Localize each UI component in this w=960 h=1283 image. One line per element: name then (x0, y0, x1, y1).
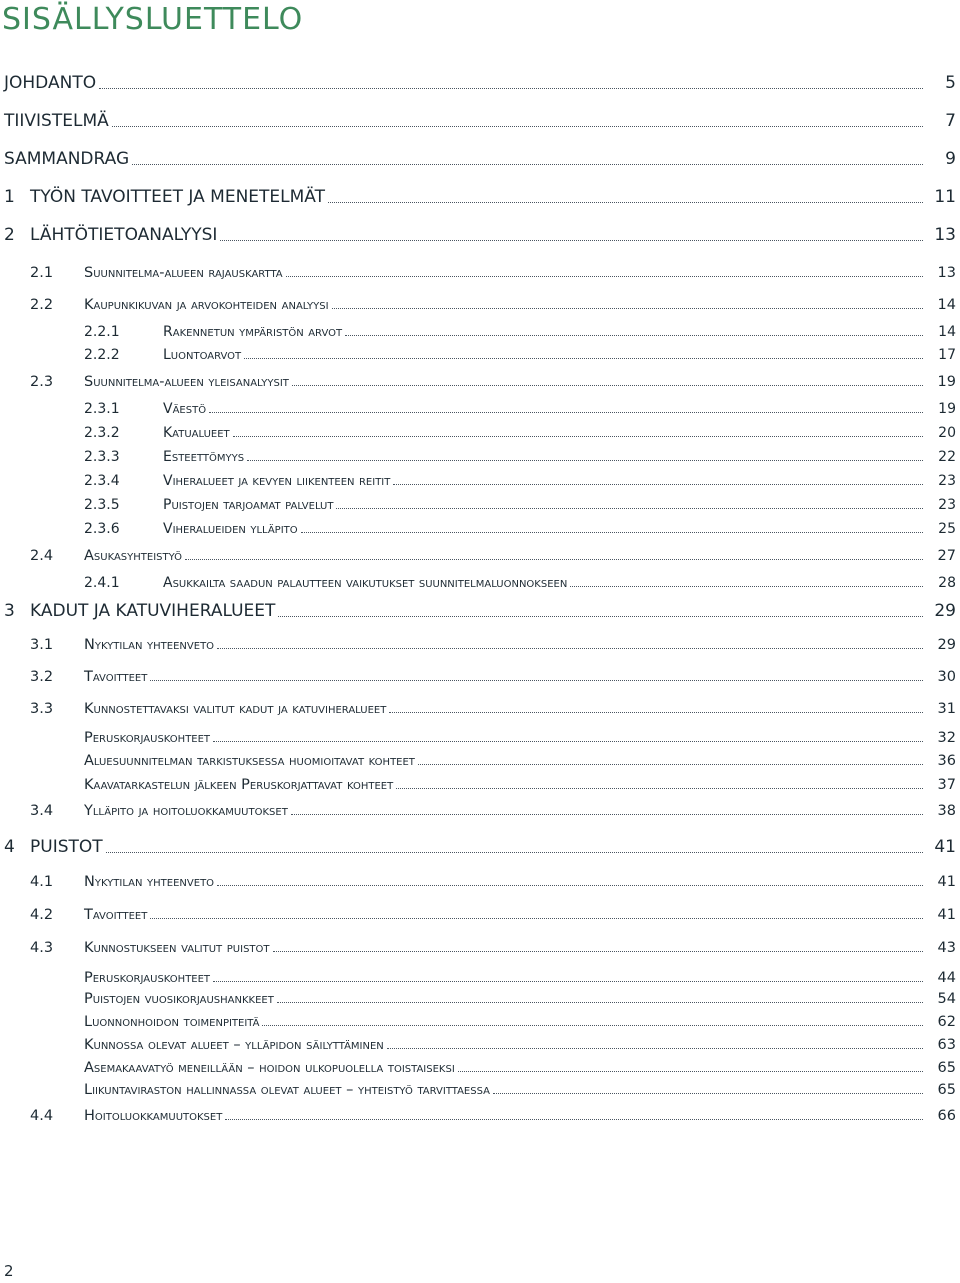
toc-entry[interactable] (0, 798, 960, 822)
toc-entry-number: 4.1 (30, 874, 54, 890)
dot-leader (418, 764, 923, 765)
toc-entry-number: 2 (4, 225, 15, 245)
toc-entry-page: 65 (937, 1082, 956, 1098)
toc-entry-number: 4.3 (30, 940, 54, 956)
toc-entry-number: 2.3.4 (84, 473, 120, 489)
toc-entry-number: 3.3 (30, 701, 54, 717)
toc-entry-page: 63 (937, 1037, 956, 1053)
dot-leader (244, 358, 923, 359)
dot-leader (112, 126, 923, 127)
toc-entry[interactable] (0, 72, 960, 96)
toc-entry-title: Asukasyhteistyö (84, 548, 183, 564)
dot-leader (345, 335, 923, 336)
toc-entry-label (84, 297, 926, 313)
toc-entry-title: Kaavatarkastelun jälkeen Peruskorjattavat kohteet (84, 777, 394, 793)
toc-entry-label (30, 225, 926, 245)
toc-entry-page: 7 (945, 111, 956, 131)
toc-entry-title: Aluesuunnitelman tarkistuksessa huomioitavat kohteet (84, 753, 415, 769)
toc-entry[interactable] (0, 444, 960, 468)
toc-entry-label (163, 575, 926, 591)
toc-entry-label (84, 548, 926, 564)
toc-entry[interactable] (0, 632, 960, 656)
toc-entry-title: Viheralueiden ylläpito (163, 521, 298, 537)
toc-entry[interactable] (0, 260, 960, 284)
dot-leader (278, 616, 923, 617)
toc-entry-label (84, 1060, 926, 1076)
dot-leader (132, 164, 923, 165)
dot-leader (225, 1119, 923, 1120)
dot-leader (393, 484, 923, 485)
toc-entry-page: 36 (937, 753, 956, 769)
toc-entry-number: 3.1 (30, 637, 54, 653)
dot-leader (150, 680, 923, 681)
dot-leader (99, 88, 923, 89)
toc-entry-label (163, 521, 926, 537)
toc-entry-label (84, 803, 926, 819)
dot-leader (247, 460, 923, 461)
toc-entry[interactable] (0, 420, 960, 444)
dot-leader (217, 648, 923, 649)
toc-entry-title: Puistojen tarjoamat palvelut (163, 497, 334, 513)
toc-entry-number: 4.2 (30, 907, 54, 923)
toc-entry[interactable] (0, 986, 960, 1010)
dot-leader (396, 788, 923, 789)
toc-entry-page: 43 (937, 940, 956, 956)
toc-entry[interactable] (0, 1103, 960, 1127)
toc-entry-label (84, 940, 926, 956)
toc-entry[interactable] (0, 570, 960, 594)
toc-entry-title: Tavoitteet (84, 669, 148, 685)
toc-entry-page: 54 (937, 991, 956, 1007)
toc-entry-title: Rakennetun ympäristön arvot (163, 324, 343, 340)
toc-entry-title: TYÖN TAVOITTEET JA MENETELMÄT (30, 187, 325, 207)
toc-entry-title: Suunnitelma-alueen yleisanalyysit (84, 374, 289, 390)
toc-entry-title: Suunnitelma-alueen rajauskartta (84, 265, 283, 281)
toc-entry-page: 14 (937, 297, 956, 313)
toc-entry-label (84, 1014, 926, 1030)
toc-entry-label (84, 777, 926, 793)
dot-leader (328, 202, 923, 203)
toc-entry[interactable] (0, 492, 960, 516)
toc-entry[interactable] (0, 696, 960, 720)
toc-entry-number: 2.2 (30, 297, 54, 313)
dot-leader (332, 308, 923, 309)
toc-entry-label (84, 1082, 926, 1098)
toc-entry-number: 2.2.2 (84, 347, 120, 363)
toc-entry-label (163, 347, 926, 363)
toc-entry-page: 41 (937, 907, 956, 923)
toc-entry-label (84, 1108, 926, 1124)
toc-entry[interactable] (0, 369, 960, 393)
dot-leader (209, 412, 923, 413)
toc-entry-number: 3 (4, 601, 15, 621)
toc-entry[interactable] (0, 319, 960, 343)
toc-entry[interactable] (0, 902, 960, 926)
toc-entry-page: 29 (934, 601, 956, 621)
toc-entry-label (84, 265, 926, 281)
dot-leader (458, 1071, 923, 1072)
toc-entry[interactable] (0, 1055, 960, 1079)
toc-entry-title: JOHDANTO (4, 73, 97, 93)
toc-entry-page: 29 (937, 637, 956, 653)
toc-entry-label (84, 374, 926, 390)
toc-entry[interactable] (0, 516, 960, 540)
toc-entry-label (84, 907, 926, 923)
dot-leader (150, 918, 923, 919)
dot-leader (217, 885, 923, 886)
toc-entry[interactable] (0, 935, 960, 959)
toc-entry-page: 25 (938, 521, 956, 537)
toc-entry-page: 37 (937, 777, 956, 793)
dot-leader (493, 1093, 923, 1094)
toc-entry-label (30, 187, 926, 207)
toc-entry-title: TIIVISTELMÄ (4, 111, 109, 131)
toc-entry-number: 2.4.1 (84, 575, 120, 591)
toc-entry-title: Peruskorjauskohteet (84, 970, 211, 986)
toc-entry-title: Nykytilan yhteenveto (84, 874, 215, 890)
toc-entry-label (4, 149, 926, 169)
dot-leader (213, 981, 923, 982)
dot-leader (106, 852, 923, 853)
toc-entry[interactable] (0, 342, 960, 366)
toc-entry-page: 23 (938, 473, 956, 489)
toc-entry-label (84, 874, 926, 890)
toc-entry-title: Kunnossa olevat alueet – ylläpidon säilyttäminen (84, 1037, 384, 1053)
toc-entry-title: Viheralueet ja kevyen liikenteen reitit (163, 473, 391, 489)
toc-entry[interactable] (0, 1009, 960, 1033)
dot-leader (292, 385, 923, 386)
dot-leader (570, 586, 923, 587)
toc-entry-number: 2.3.6 (84, 521, 120, 537)
toc-entry-page: 13 (934, 225, 956, 245)
toc-entry-page: 11 (934, 187, 956, 207)
toc-entry-label (84, 637, 926, 653)
toc-entry[interactable] (0, 600, 960, 624)
toc-entry-title: Luontoarvot (163, 347, 242, 363)
toc-entry[interactable] (0, 772, 960, 796)
toc-entry[interactable] (0, 396, 960, 420)
toc-entry-number: 2.1 (30, 265, 54, 281)
toc-entry-title: Katualueet (163, 425, 230, 441)
toc-entry-number: 4.4 (30, 1108, 54, 1124)
page-title: SISÄLLYSLUETTELO (2, 2, 304, 37)
toc-entry-page: 28 (938, 575, 956, 591)
toc-entry-title: KADUT JA KATUVIHERALUEET (30, 601, 276, 621)
toc-entry-label (84, 701, 926, 717)
toc-entry-title: Luonnonhoidon toimenpiteitä (84, 1014, 260, 1030)
toc-entry-number: 2.3.3 (84, 449, 120, 465)
toc-entry-page: 13 (937, 265, 956, 281)
toc-entry-number: 3.2 (30, 669, 54, 685)
toc-entry-label (163, 449, 926, 465)
dot-leader (389, 712, 923, 713)
toc-entry-number: 2.3.1 (84, 401, 120, 417)
toc-entry-label (84, 1037, 926, 1053)
toc-entry-number: 2.3.5 (84, 497, 120, 513)
toc-entry[interactable] (0, 186, 960, 210)
toc-entry-title: PUISTOT (30, 837, 103, 857)
toc-entry-label (163, 497, 926, 513)
toc-entry-page: 9 (945, 149, 956, 169)
toc-entry-title: Asemakaavatyö meneillään – hoidon ulkopuolella toistaiseksi (84, 1060, 455, 1076)
toc-entry-page: 41 (934, 837, 956, 857)
toc-entry-label (84, 730, 926, 746)
toc-entry-title: Esteettömyys (163, 449, 245, 465)
dot-leader (213, 741, 923, 742)
toc-entry-page: 17 (938, 347, 956, 363)
toc-entry-label (163, 425, 926, 441)
dot-leader (336, 508, 923, 509)
dot-leader (291, 814, 923, 815)
toc-entry-page: 38 (937, 803, 956, 819)
page-number: 2 (4, 1262, 14, 1280)
toc-entry[interactable] (0, 869, 960, 893)
toc-entry-label (84, 991, 926, 1007)
toc-entry-page: 32 (937, 730, 956, 746)
toc-entry-number: 4 (4, 837, 15, 857)
toc-entry-page: 19 (937, 374, 956, 390)
toc-entry-title: Hoitoluokkamuutokset (84, 1108, 223, 1124)
toc-entry[interactable] (0, 148, 960, 172)
toc-entry-page: 14 (938, 324, 956, 340)
toc-entry-title: Ylläpito ja hoitoluokkamuutokset (84, 803, 288, 819)
toc-entry-page: 27 (937, 548, 956, 564)
toc-entry-label (84, 753, 926, 769)
toc-entry-label (30, 601, 926, 621)
toc-entry-title: Väestö (163, 401, 207, 417)
toc-entry[interactable] (0, 1077, 960, 1101)
toc-entry-title: LÄHTÖTIETOANALYYSI (30, 225, 218, 245)
toc-entry-number: 2.3.2 (84, 425, 120, 441)
toc-entry-title: Kunnostettavaksi valitut kadut ja katuviheralueet (84, 701, 387, 717)
dot-leader (273, 951, 923, 952)
toc-entry-number: 3.4 (30, 803, 54, 819)
toc-entry[interactable] (0, 1032, 960, 1056)
toc-entry-title: Kaupunkikuvan ja arvokohteiden analyysi (84, 297, 329, 313)
toc-entry[interactable] (0, 664, 960, 688)
toc-entry-title: SAMMANDRAG (4, 149, 130, 169)
toc-entry[interactable] (0, 725, 960, 749)
toc-entry-title: Puistojen vuosikorjaushankkeet (84, 991, 274, 1007)
toc-entry-page: 44 (937, 970, 956, 986)
toc-entry[interactable] (0, 543, 960, 567)
toc-entry-label (163, 473, 926, 489)
toc-entry[interactable] (0, 468, 960, 492)
dot-leader (185, 559, 923, 560)
toc-entry-title: Peruskorjauskohteet (84, 730, 211, 746)
toc-entry[interactable] (0, 292, 960, 316)
toc-entry-label (84, 970, 926, 986)
toc-entry-number: 2.4 (30, 548, 54, 564)
dot-leader (262, 1025, 923, 1026)
toc-entry[interactable] (0, 110, 960, 134)
toc-entry-page: 20 (938, 425, 956, 441)
toc-entry-page: 23 (938, 497, 956, 513)
toc-entry-page: 41 (937, 874, 956, 890)
toc-entry[interactable] (0, 748, 960, 772)
toc-entry-page: 31 (937, 701, 956, 717)
dot-leader (233, 436, 923, 437)
toc-entry-page: 62 (937, 1014, 956, 1030)
dot-leader (277, 1002, 923, 1003)
toc-entry-label (84, 669, 926, 685)
toc-entry-title: Nykytilan yhteenveto (84, 637, 215, 653)
toc-entry-title: Liikuntaviraston hallinnassa olevat alueet – yhteistyö tarvittaessa (84, 1082, 490, 1098)
toc-entry-number: 2.2.1 (84, 324, 120, 340)
toc-entry-page: 30 (937, 669, 956, 685)
toc-entry-label (4, 111, 926, 131)
toc-entry-label (163, 401, 926, 417)
toc-entry-number: 2.3 (30, 374, 54, 390)
dot-leader (220, 240, 923, 241)
toc-entry-label (30, 837, 926, 857)
toc-entry-title: Tavoitteet (84, 907, 148, 923)
toc-entry-title: Kunnostukseen valitut puistot (84, 940, 270, 956)
toc-entry-label (163, 324, 926, 340)
toc-entry-page: 5 (945, 73, 956, 93)
toc-entry-title: Asukkailta saadun palautteen vaikutukset suunnitelmaluonnokseen (163, 575, 568, 591)
dot-leader (387, 1048, 923, 1049)
toc-entry-label (4, 73, 926, 93)
dot-leader (286, 276, 923, 277)
toc-entry[interactable] (0, 836, 960, 860)
dot-leader (301, 532, 923, 533)
toc-entry-page: 19 (938, 401, 956, 417)
toc-entry-page: 22 (938, 449, 956, 465)
toc-entry-page: 66 (937, 1108, 956, 1124)
toc-entry-page: 65 (937, 1060, 956, 1076)
toc-entry[interactable] (0, 224, 960, 248)
toc-entry-number: 1 (4, 187, 15, 207)
